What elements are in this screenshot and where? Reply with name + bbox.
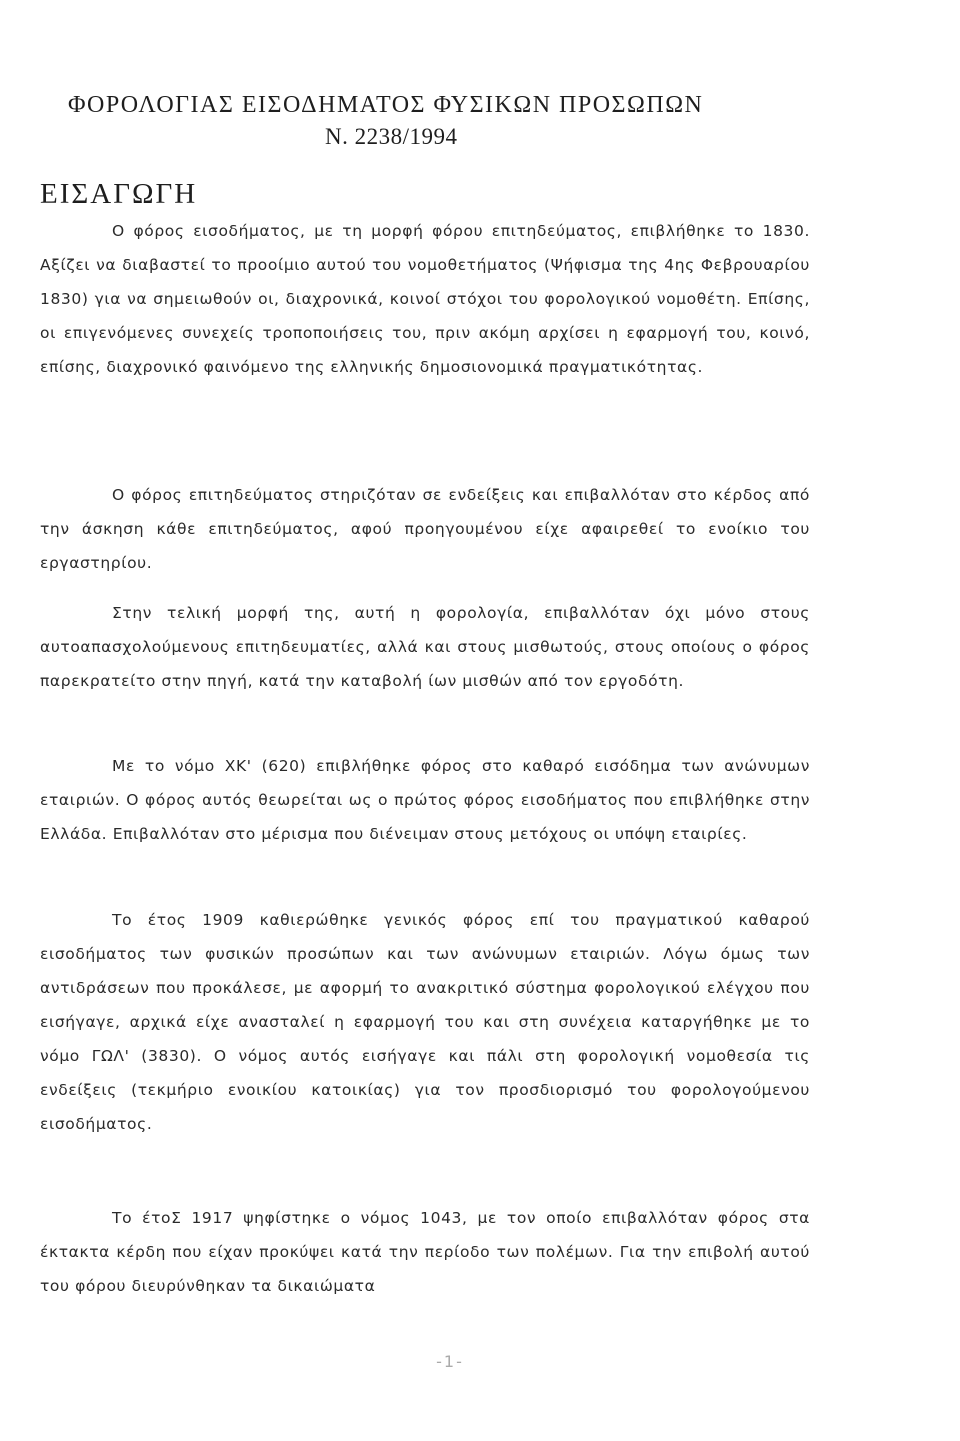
paragraph-1	[40, 214, 810, 384]
paragraph-text: Με το νόμο ΧΚ' (620) επιβλήθηκε φόρος στο καθαρό εισόδημα των ανώνυμων εταιριών. Ο φόρος αυτός θεωρείται ως ο πρώτος φόρος εισοδήματος που επιβλήθηκε στην Ελλάδα. Επιβαλλόταν στο μέρισμα που διένειμαν στους μετόχους οι υπόψη εταιρίες.	[40, 757, 810, 843]
paragraph-5	[40, 903, 810, 1141]
paragraph-text: Στην τελική μορφή της, αυτή η φορολογία, επιβαλλόταν όχι μόνο στους αυτοαπασχολούμενους επιτηδευματίες, αλλά και στους μισθωτούς, στους οποίους ο φόρος παρεκρατείτο στην πηγή, κατά την καταβολή ίων μισθών από τον εργοδότη.	[40, 604, 810, 690]
paragraph-4	[40, 749, 810, 851]
paragraph-text: Το έτοΣ 1917 ψηφίστηκε ο νόμος 1043, με τον οποίο επιβαλλόταν φόρος στα έκτακτα κέρδη που είχαν προκύψει κατά την περίοδο των πολέμων. Για την επιβολή αυτού του φόρου διευρύνθηκαν τα δικαιώματα	[40, 1209, 810, 1295]
page-number: -1-	[436, 1352, 464, 1371]
paragraph-6	[40, 1201, 810, 1303]
paragraph-2	[40, 478, 810, 580]
document-subtitle: Ν. 2238/1994	[325, 124, 458, 149]
paragraph-text: Ο φόρος επιτηδεύματος στηριζόταν σε ενδείξεις και επιβαλλόταν στο κέρδος από την άσκηση κάθε επιτηδεύματος, αφού προηγουμένου είχε αφαιρεθεί το ενοίκιο του εργαστηρίου.	[40, 486, 810, 572]
paragraph-text: Ο φόρος εισοδήματος, με τη μορφή φόρου επιτηδεύματος, επιβλήθηκε το 1830. Αξίζει να διαβαστεί το προοίμιο αυτού του νομοθετήματος (Ψήφισμα της 4ης Φεβρουαρίου 1830) για να σημειωθούν οι, διαχρονικά, κοινοί στόχοι του φορολογικού νομοθέτη. Επίσης, οι επιγενόμενες συνεχείς τροποποιήσεις του, πριν ακόμη αρχίσει η εφαρμογή του, κοινό, επίσης, διαχρονικό φαινόμενο της ελληνικής δημοσιονομικά πραγματικότητας.	[40, 222, 810, 376]
paragraph-text: Το έτος 1909 καθιερώθηκε γενικός φόρος επί του πραγματικού καθαρού εισοδήματος των φυσικών προσώπων και των ανώνυμων εταιριών. Λόγω όμως των αντιδράσεων που προκάλεσε, με αφορμή το ανακριτικό σύστημα φορολογικού ελέγχου που εισήγαγε, αρχικά είχε ανασταλεί η εφαρμογή του και στη συνέχεια καταργήθηκε με το νόμο ΓΩΛ' (3830). Ο νόμος αυτός εισήγαγε και πάλι στη φορολογική νομοθεσία τις ενδείξεις (τεκμήριο ενοικίου κατοικίας) για τον προσδιορισμό του φορολογούμενου εισοδήματος.	[40, 911, 810, 1133]
paragraph-3	[40, 596, 810, 698]
section-heading: ΕΙΣΑΓΩΓΗ	[40, 178, 198, 210]
document-title: ΦΟΡΟΛΟΓΙΑΣ ΕΙΣΟΔΗΜΑΤΟΣ ΦΥΣΙΚΩΝ ΠΡΟΣΩΠΩΝ	[68, 92, 704, 118]
